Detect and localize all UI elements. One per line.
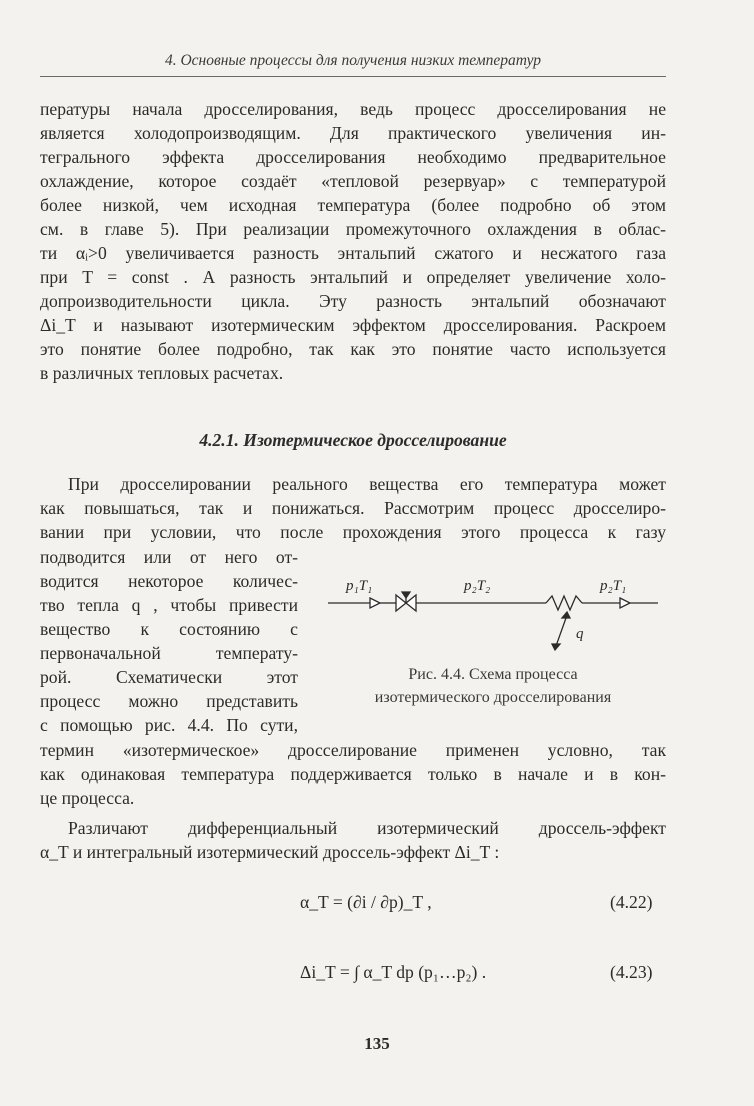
para2-line: вании при условии, что после прохождения этого процесса к газу bbox=[40, 522, 666, 542]
para2-wrap-line: тво тепла q , чтобы привести bbox=[40, 595, 298, 615]
para1-line: см. в главе 5). При реализации промежуточного охлаждения в облас- bbox=[40, 219, 666, 239]
state-label-mid: p₂T₂ bbox=[464, 578, 491, 594]
throttling-scheme-diagram bbox=[318, 572, 668, 652]
para2-wrap-line: вещество к состоянию с bbox=[40, 619, 298, 639]
para1-line: допроизводительности цикла. Эту разность энтальпий обозначают bbox=[40, 291, 666, 311]
heat-label: q bbox=[576, 626, 584, 642]
para1-line: охлаждение, которое создаёт «тепловой резервуар» с температурой bbox=[40, 171, 666, 191]
para2-line: как одинаковая температура поддерживается только в начале и в кон- bbox=[40, 764, 666, 784]
header-rule bbox=[40, 76, 666, 77]
para1-line: при T = const . А разность энтальпий и определяет увеличение холо- bbox=[40, 267, 666, 287]
figure-caption-line1: Рис. 4.4. Схема процесса bbox=[408, 666, 578, 683]
para1-line: это понятие более подробно, так как это понятие часто используется bbox=[40, 339, 666, 359]
equation-4-23: Δi_T = ∫ α_T dp (p₁…p₂) . bbox=[300, 962, 487, 982]
para3-line: α_T и интегральный изотермический дроссель-эффект Δi_T : bbox=[40, 842, 500, 862]
para2-wrap-line: процесс можно представить bbox=[40, 691, 298, 711]
para2-wrap-line: первоначальной температу- bbox=[40, 643, 298, 663]
state-label-inlet: p₁T₁ bbox=[346, 578, 373, 594]
figure-caption-line2: изотермического дросселирования bbox=[374, 689, 612, 706]
para2-line: При дросселировании реального вещества его температура может bbox=[68, 474, 666, 494]
para1-line: Δi_T и называют изотермическим эффектом дросселирования. Раскроем bbox=[40, 315, 666, 335]
equation-number-4-23: (4.23) bbox=[610, 962, 653, 982]
para2-wrap-line: рой. Схематически этот bbox=[40, 667, 298, 687]
state-label-outlet: p₂T₁ bbox=[600, 578, 627, 594]
running-header: 4. Основные процессы для получения низких температур bbox=[164, 52, 542, 69]
equation-4-22: α_T = (∂i / ∂p)_T , bbox=[300, 892, 432, 912]
para3-line: Различают дифференциальный изотермический дроссель-эффект bbox=[68, 818, 666, 838]
para1-line: тегрального эффекта дросселирования необходимо предварительное bbox=[40, 147, 666, 167]
para2-wrap-line: подводится или от него от- bbox=[40, 547, 298, 567]
para1-line: ти αᵢ>0 увеличивается разность энтальпий сжатого и несжатого газа bbox=[40, 243, 666, 263]
para2-wrap-line: водится некоторое количес- bbox=[40, 571, 298, 591]
section-heading: 4.2.1. Изотермическое дросселирование bbox=[199, 430, 507, 450]
para1-line: является холодопроизводящим. Для практического увеличения ин- bbox=[40, 123, 666, 143]
para2-wrap-line: с помощью рис. 4.4. По сути, bbox=[40, 715, 298, 735]
para2-line: как повышаться, так и понижаться. Рассмотрим процесс дросселиро- bbox=[40, 498, 666, 518]
page-number: 135 bbox=[364, 1034, 390, 1053]
equation-number-4-22: (4.22) bbox=[610, 892, 653, 912]
para1-line: более низкой, чем исходная температура (более подробно об этом bbox=[40, 195, 666, 215]
para2-line: це процесса. bbox=[40, 788, 135, 808]
para1-line: в различных тепловых расчетах. bbox=[40, 363, 284, 383]
para1-line: пературы начала дросселирования, ведь процесс дросселирования не bbox=[40, 99, 666, 119]
para2-line: термин «изотермическое» дросселирование применен условно, так bbox=[40, 740, 666, 760]
